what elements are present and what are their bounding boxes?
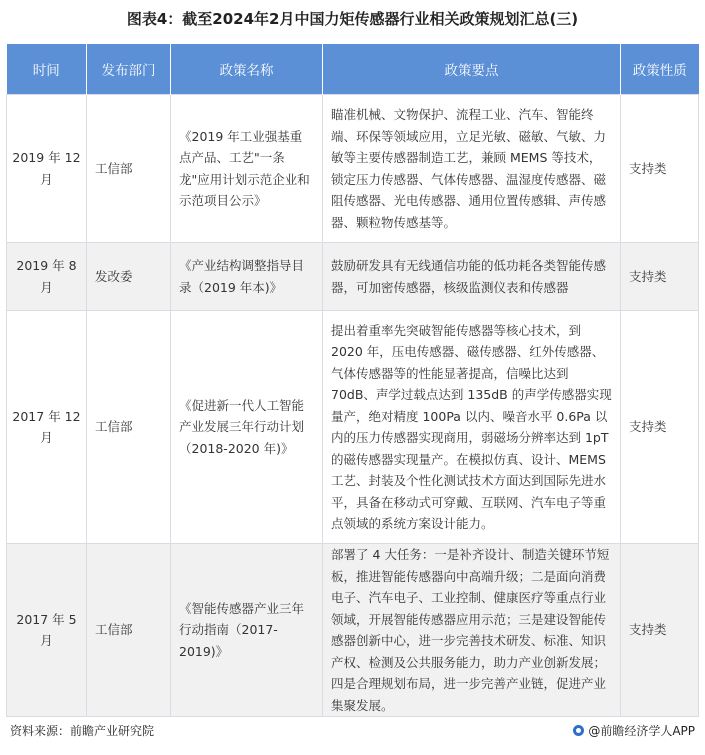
table-row — [7, 544, 699, 717]
policy-table — [6, 44, 699, 717]
cell-policy-points: 提出着重率先突破智能传感器等核心技术，到 2020 年，压电传感器、磁传感器、红外传感器、气体传感器等的性能显著提高，信噪比达到 70dB、声学过载点达到 135dB 的声学传感器实现量产，绝对精度 100Pa 以内、噪音水平 0.6Pa 以内的压力传感器实现商用，弱磁场分辨率达到 1pT 的磁传感器实现量产。在模拟仿真、设计、MEMS 工艺、封装及个性化测试技术方面达到国际先进水平，具备在移动式可穿戴、互联网、汽车电子等重点领域的系统方案设计能力。 — [323, 311, 621, 544]
cell-policy-points: 瞄准机械、文物保护、流程工业、汽车、智能终端、环保等领域应用，立足光敏、磁敏、气敏、力敏等主要传感器制造工艺，兼顾 MEMS 等技术，锁定压力传感器、气体传感器、温湿度传感器、磁阻传感器、光电传感器、通用位置传感辑、声传感器、颗粒物传感基等。 — [323, 95, 621, 243]
cell-policy-name: 《促进新一代人工智能产业发展三年行动计划（2018-2020 年)》 — [171, 311, 323, 544]
header-policy-nature: 政策性质 — [621, 44, 699, 95]
cell-policy-points: 部署了 4 大任务：一是补齐设计、制造关键环节短板，推进智能传感器向中高端升级；二是面向消费电子、汽车电子、工业控制、健康医疗等重点行业领域，开展智能传感器应用示范；三是建设智能传感器创新中心，进一步完善技术研发、标准、知识产权、检测及公共服务能力，助力产业创新发展；四是合理规划布局，进一步完善产业链，促进产业集聚发展。 — [323, 544, 621, 717]
header-policy-points: 政策要点 — [323, 44, 621, 95]
cell-dept: 发改委 — [87, 243, 171, 311]
table-header-row — [7, 44, 699, 95]
cell-policy-nature: 支持类 — [621, 544, 699, 717]
header-policy-name: 政策名称 — [171, 44, 323, 95]
cell-time: 2017 年 5 月 — [7, 544, 87, 717]
cell-policy-name: 《产业结构调整指导目录（2019 年本)》 — [171, 243, 323, 311]
table-row — [7, 95, 699, 243]
page-title: 图表4：截至2024年2月中国力矩传感器行业相关政策规划汇总(三) — [126, 10, 579, 28]
cell-policy-nature: 支持类 — [621, 243, 699, 311]
cell-policy-nature: 支持类 — [621, 311, 699, 544]
brand-credit — [573, 722, 695, 739]
header-time: 时间 — [7, 44, 87, 95]
source-note: 资料来源：前瞻产业研究院 — [10, 724, 155, 738]
cell-time: 2017 年 12 月 — [7, 311, 87, 544]
table-row — [7, 243, 699, 311]
header-dept: 发布部门 — [87, 44, 171, 95]
cell-dept: 工信部 — [87, 544, 171, 717]
cell-policy-name: 《2019 年工业强基重点产品、工艺"一条龙"应用计划示范企业和示范项目公示》 — [171, 95, 323, 243]
cell-time: 2019 年 12 月 — [7, 95, 87, 243]
cell-policy-name: 《智能传感器产业三年行动指南（2017-2019)》 — [171, 544, 323, 717]
table-row — [7, 311, 699, 544]
brand-logo-icon — [573, 725, 584, 736]
cell-time: 2019 年 8 月 — [7, 243, 87, 311]
cell-dept: 工信部 — [87, 311, 171, 544]
cell-policy-points: 鼓励研发具有无线通信功能的低功耗各类智能传感器，可加密传感器，核级监测仪表和传感器 — [323, 243, 621, 311]
brand-credit-text: @前瞻经济学人APP — [588, 724, 695, 738]
cell-dept: 工信部 — [87, 95, 171, 243]
cell-policy-nature: 支持类 — [621, 95, 699, 243]
